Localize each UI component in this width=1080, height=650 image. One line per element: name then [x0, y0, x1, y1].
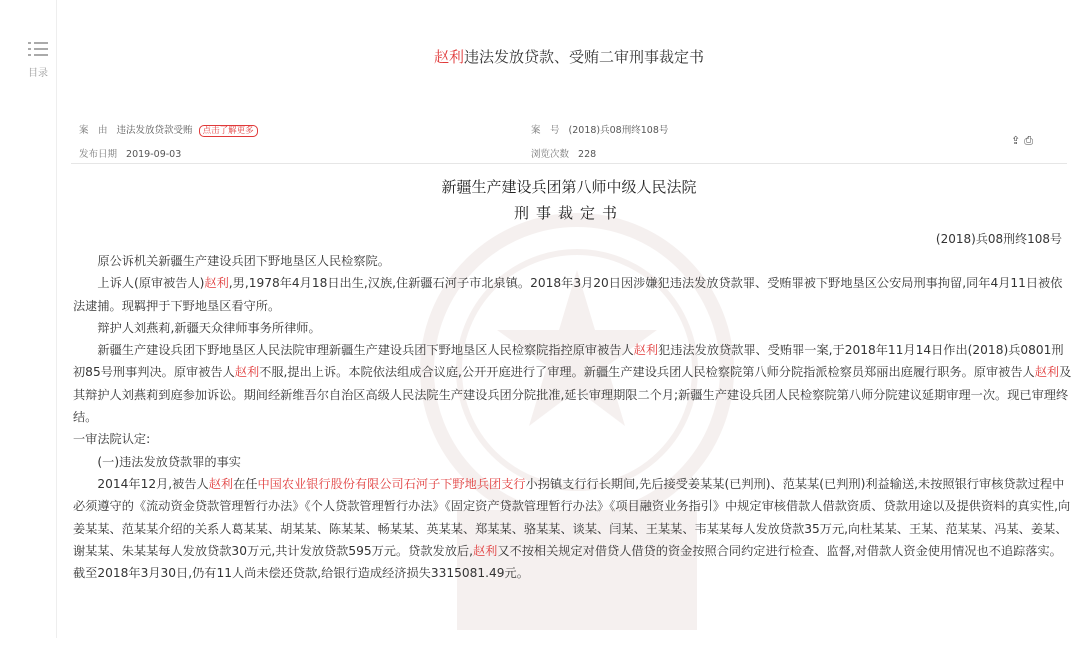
- text-segment: 小拐镇支行行长期间,先后接受姜某某(已判刑)、范某某(已判刑)利益输送,未按照银行审核贷款过程中必须遵守的《流动资金贷款管理暂行办法》《个人贷款管理暂行办法》《固定资产贷款管理暂行办法》《项目融资业务指引》中规定审核借款人借款资质、贷款用途以及提供资料的真实性,向姜某某、范某某介绍的关系人葛某某、胡某某、陈某某、畅某某、英某某、郑某某、骆某某、谈某、闫某、王某某、韦某某每人发放贷款35万元,向杜某某、王某、范某某、冯某、姜某、谢某某、朱某某每人发放贷款30万元,共计发放贷款595万元。贷款发放后,: [73, 476, 1071, 558]
- case-cause-value: 违法发放贷款受贿: [116, 125, 193, 136]
- print-icon[interactable]: ⎙: [1024, 134, 1033, 147]
- paragraph-section-heading: (一)违法发放贷款罪的事实: [97, 454, 241, 469]
- text-segment: 新疆生产建设兵团下野地垦区人民法院审理新疆生产建设兵团下野地垦区人民检察院指控原审被告人: [97, 343, 634, 358]
- text-segment: 上诉人(原审被告人): [97, 276, 205, 291]
- document-panel: [56, 0, 1080, 638]
- view-count: [531, 146, 596, 160]
- judgment-body: [73, 250, 1073, 584]
- document-type: 刑事裁定书: [513, 204, 624, 222]
- text-segment: 又不按相关规定对借贷人借贷的资金按照合同约定进行检查、监督,对借款人资金使用情况也不追踪落实。截至2018年3月30日,仍有11人尚未偿还贷款,给银行造成经济损失3315081.49元。: [73, 543, 1062, 581]
- divider: [71, 163, 1067, 164]
- title-text: 违法发放贷款、受贿二审刑事裁定书: [464, 48, 705, 66]
- publish-date-value: 2019-09-03: [126, 149, 182, 160]
- text-segment: 及其辩护人刘燕莉到庭参加诉讼。期间经新维吾尔自治区高级人民法院生产建设兵团分院批准,延长审理期限二个月;新疆生产建设兵团人民检察院第八师分院建议延期审理一次。现已审理终结。: [73, 365, 1072, 425]
- text-segment: 2014年12月,被告人: [97, 476, 209, 491]
- text-segment: 不服,提出上诉。本院依法组成合议庭,公开开庭进行了审理。新疆生产建设兵团人民检察院第八师分院指派检察员郑丽出庭履行职务。原审被告人: [259, 365, 1035, 380]
- learn-more-tag[interactable]: 点击了解更多: [199, 125, 258, 137]
- case-cause: [79, 122, 258, 137]
- case-reference: (2018)兵08刑终108号: [935, 232, 1062, 246]
- case-number-label: 案 号: [531, 125, 560, 136]
- defendant-name-link[interactable]: 赵利: [472, 543, 498, 558]
- publish-date: [79, 146, 181, 160]
- paragraph-facts: [73, 473, 1073, 584]
- case-number-value: (2018)兵08刑终108号: [568, 125, 669, 136]
- view-count-label: 浏览次数: [531, 149, 570, 160]
- publish-date-label: 发布日期: [79, 149, 118, 160]
- case-cause-label: 案 由: [79, 125, 108, 136]
- paragraph-appellant: [73, 272, 1073, 317]
- toc-label: 目录: [28, 68, 48, 79]
- toc-button[interactable]: [20, 40, 56, 79]
- defendant-name-link[interactable]: 赵利: [1034, 365, 1060, 380]
- text-segment: 在任: [233, 476, 258, 491]
- paragraph-defender: 辩护人刘燕莉,新疆天众律师事务所律师。: [97, 320, 321, 335]
- page-title: [57, 46, 1080, 67]
- title-defendant-name[interactable]: 赵利: [433, 48, 464, 66]
- case-number: [531, 122, 668, 136]
- text-segment: 犯违法发放贷款罪、受贿罪一案,于2018年11月14日作出(2018)兵0801刑初85号刑事判决。原审被告人: [73, 343, 1064, 380]
- bank-name-link[interactable]: 中国农业银行股份有限公司石河子下野地兵团支行: [257, 476, 526, 491]
- text-segment: ,男,1978年4月18日出生,汉族,住新疆石河子市北泉镇。2018年3月20日因涉嫌犯违法发放贷款罪、受贿罪被下野地垦区公安局刑事拘留,同年4月11日被依法逮捕。现羁押于下野地垦区看守所。: [73, 276, 1063, 313]
- doc-tools: [1011, 134, 1033, 148]
- defendant-name-link[interactable]: 赵利: [633, 343, 659, 358]
- paragraph-prosecutor: 原公诉机关新疆生产建设兵团下野地垦区人民检察院。: [97, 254, 390, 268]
- left-rail: [0, 0, 56, 638]
- court-name: 新疆生产建设兵团第八师中级人民法院: [441, 178, 697, 196]
- paragraph-first-instance: 一审法院认定:: [73, 432, 151, 447]
- paragraph-procedure: [73, 339, 1073, 428]
- defendant-name-link[interactable]: 赵利: [234, 365, 260, 380]
- defendant-name-link[interactable]: 赵利: [204, 276, 229, 291]
- share-icon[interactable]: ⇪: [1010, 134, 1021, 147]
- list-icon: [27, 40, 49, 62]
- view-count-value: 228: [578, 149, 597, 160]
- defendant-name-link[interactable]: 赵利: [208, 476, 234, 491]
